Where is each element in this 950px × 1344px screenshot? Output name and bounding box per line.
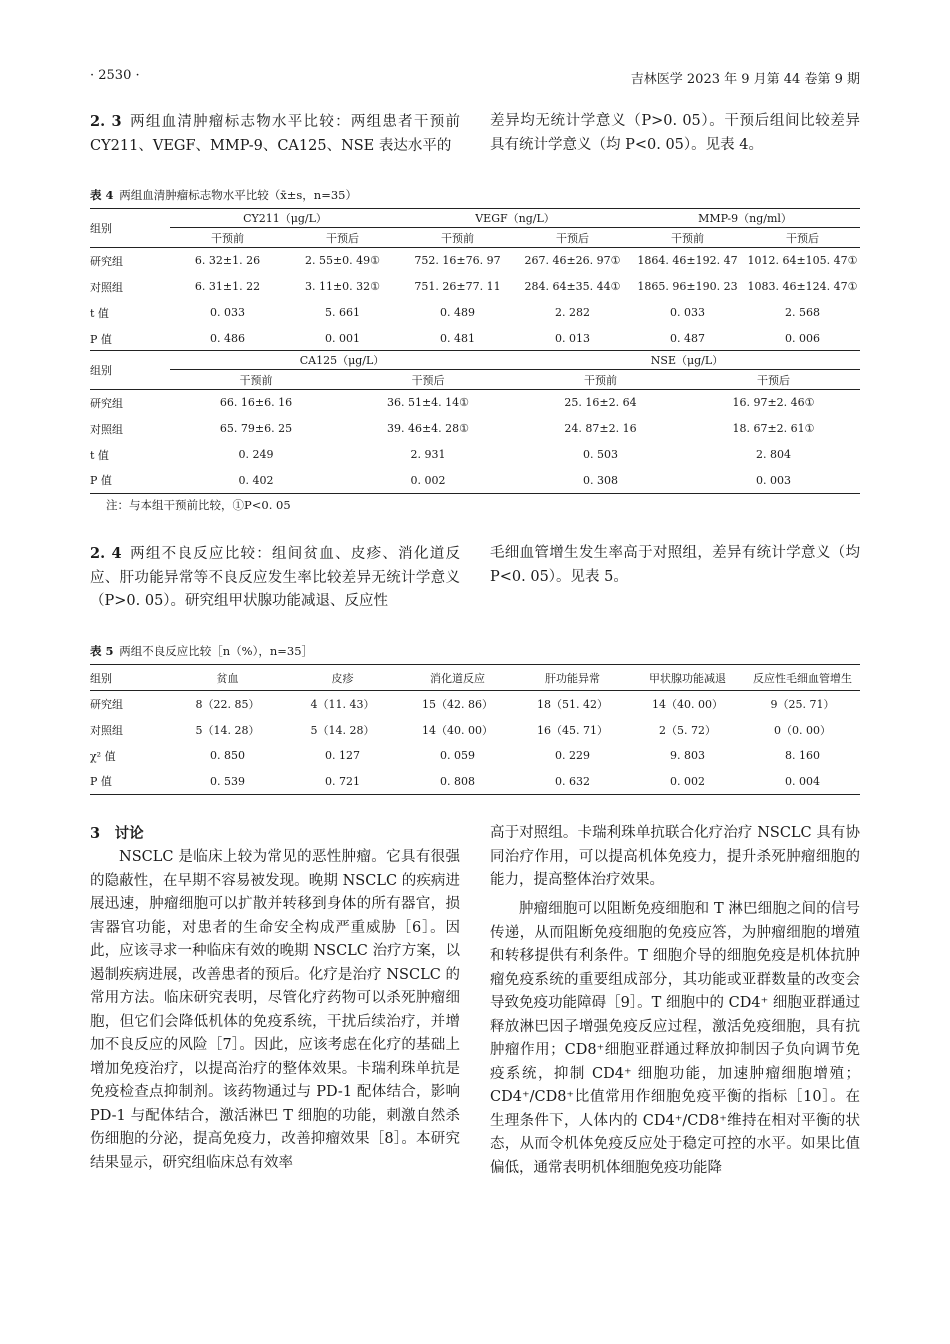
table4-part1 [90, 208, 860, 352]
table-cell: 0. 013 [555, 332, 590, 345]
section-3-heading: 3 讨论 [90, 825, 144, 842]
table4-caption-label: 表 4 [90, 188, 114, 202]
table-cell: P 值 [90, 775, 112, 789]
table-cell: 284. 64±35. 44① [524, 280, 621, 293]
table-cell: 0. 002 [670, 774, 705, 788]
table4-group-header: 组别 [90, 364, 112, 377]
table-cell: 3. 11±0. 32① [304, 280, 381, 293]
table-cell: 0. 229 [555, 749, 590, 762]
table-cell: 36. 51±4. 14① [386, 396, 470, 410]
journal-header: 吉林医学 2023 年 9 月第 44 卷第 9 期 [630, 72, 860, 87]
table-cell: 9. 803 [670, 749, 705, 762]
table4-sub-header: 干预前 [671, 231, 704, 245]
section-2-3-left [90, 110, 460, 158]
table5-header: 甲状腺功能减退 [649, 671, 726, 685]
table-cell: 0. 127 [325, 749, 360, 762]
table-cell: 0. 001 [325, 332, 360, 345]
table4-sub-header: 干预前 [211, 231, 244, 245]
table-cell: P 值 [90, 332, 112, 346]
table-cell: 0. 539 [210, 774, 245, 788]
table-cell: 对照组 [90, 422, 123, 436]
table4-sub-header: 干预前 [584, 373, 617, 387]
table-cell: 0. 059 [440, 749, 475, 762]
section-2-3-right: 差异均无统计学意义（P>0. 05）。干预后组间比较差异具有统计学意义（均 P<0. 05）。见表 4。 [490, 113, 860, 153]
table5-header: 贫血 [216, 671, 239, 685]
table-cell: 6. 31±1. 22 [194, 280, 261, 293]
table4-sub-header: 干预前 [239, 373, 273, 387]
table4-sub-header: 干预前 [441, 231, 474, 245]
table-cell: 研究组 [90, 254, 123, 268]
table-row [90, 769, 860, 795]
table-row [90, 274, 860, 300]
table-row [90, 691, 860, 717]
table4-caption [90, 187, 357, 203]
table4-marker-mmp9: MMP-9（ng/ml） [630, 209, 860, 228]
table-cell: 0. 850 [210, 749, 245, 762]
table-cell: 对照组 [90, 723, 123, 737]
table4-note: 注：与本组干预前比较，①P<0. 05 [106, 498, 291, 512]
table-row [90, 442, 860, 468]
table4-group-header: 组别 [90, 222, 112, 235]
table-cell: 0. 033 [210, 306, 245, 319]
section-3-right-paragraph-2: 肿瘤细胞可以阻断免疫细胞和 T 淋巴细胞之间的信号传递，从而阻断免疫细胞的免疫应答，为肿瘤细胞的增殖和转移提供有利条件。T 细胞介导的细胞免疫是机体抗肿瘤免疫系统的重要组成部分，其功能或亚群数量的改变会导致免疫功能障碍［9］。T 细胞中的 CD4⁺ 细胞亚群通过释放淋巴因子增强免疫反应过程，激活免疫细胞，具有抗肿瘤作用；CD8⁺细胞亚群通过释放抑制因子负向调节免疫系统，抑制 CD4⁺ 细胞功能，加速肿瘤细胞增殖；CD4⁺/CD8⁺比值常用作细胞免疫平衡的指标［10］。在生理条件下，人体内的 CD4⁺/CD8⁺维持在相对平衡的状态，从而令机体免疫反应处于稳定可控的水平。如果比值偏低，通常表明机体细胞免疫功能降 [490, 901, 860, 1176]
table-cell: 25. 16±2. 64 [564, 396, 637, 410]
table5-caption [90, 643, 313, 659]
table-row [90, 468, 860, 494]
table4-caption-text: 两组血清肿瘤标志物水平比较（x̄±s，n=35） [119, 188, 357, 202]
table-cell: 5. 661 [325, 306, 360, 319]
table-cell: P 值 [90, 474, 112, 488]
table-cell: t 值 [90, 306, 109, 320]
table-cell: 8. 160 [785, 749, 820, 762]
table-cell: 0. 006 [785, 332, 820, 345]
table-cell: 2. 282 [555, 306, 590, 319]
table-cell: 66. 16±6. 16 [219, 396, 293, 410]
table4-marker-vegf: VEGF（ng/L） [400, 209, 630, 228]
table-row [90, 416, 860, 442]
table4-marker-cy211: CY211（μg/L） [170, 209, 400, 228]
table4-sub-header: 干预后 [556, 231, 589, 245]
table-cell: 0. 003 [756, 473, 791, 487]
section-2-4-left [90, 542, 460, 614]
table4-marker-nse: NSE（μg/L） [514, 351, 860, 370]
table-cell: 2. 568 [785, 306, 820, 319]
table-cell: 1083. 46±124. 47① [747, 280, 858, 293]
table4-sub-header: 干预后 [757, 373, 790, 387]
table5 [90, 664, 860, 795]
table-cell: 4（11. 43） [310, 697, 375, 711]
table4-sub-header: 干预后 [786, 231, 819, 245]
table-cell: 0. 487 [670, 332, 705, 345]
table-cell: 2. 804 [756, 448, 791, 461]
table-cell: t 值 [90, 448, 109, 462]
table4-sub-header: 干预后 [411, 373, 445, 387]
table-cell: 39. 46±4. 28① [386, 422, 470, 435]
table5-header: 组别 [90, 671, 112, 685]
table-cell: 751. 26±77. 11 [414, 280, 501, 293]
section-2-4-right: 毛细血管增生发生率高于对照组，差异有统计学意义（均 P<0. 05）。见表 5。 [490, 545, 860, 585]
table-cell: 2. 55±0. 49① [304, 254, 381, 268]
table-cell: 0. 033 [670, 306, 705, 319]
table-cell: 14（40. 00） [422, 723, 493, 737]
table-row [90, 326, 860, 352]
table5-header: 肝功能异常 [545, 671, 600, 685]
table-cell: 研究组 [90, 697, 123, 711]
table4-part2 [90, 350, 860, 494]
table-cell: 研究组 [90, 396, 123, 410]
table-cell: 0. 308 [583, 473, 618, 487]
table-cell: 0. 632 [555, 774, 590, 788]
table-cell: 1012. 64±105. 47① [747, 254, 858, 268]
table-cell: 0. 402 [238, 473, 274, 487]
table5-header: 皮疹 [331, 671, 354, 685]
table-cell: 2. 931 [410, 448, 446, 461]
table-cell: 14（40. 00） [652, 697, 723, 711]
table-cell: 8（22. 85） [195, 697, 260, 711]
table-cell: 24. 87±2. 16 [564, 422, 637, 435]
table-cell: 2（5. 72） [659, 723, 716, 737]
table-cell: 15（42. 86） [422, 697, 493, 711]
table4-marker-ca125: CA125（μg/L） [170, 351, 514, 370]
table-cell: 16（45. 71） [537, 723, 608, 737]
table-row [90, 300, 860, 326]
table-row [90, 743, 860, 769]
section-2-4-text: 两组不良反应比较：组间贫血、皮疹、消化道反应、肝功能异常等不良反应发生率比较差异无统计学意义（P>0. 05）。研究组甲状腺功能减退、反应性 [90, 546, 460, 609]
table-cell: 0（0. 00） [774, 723, 831, 737]
page-number: · 2530 · [90, 68, 140, 83]
table-cell: 对照组 [90, 280, 123, 294]
table4-sub-header: 干预后 [326, 231, 359, 245]
table-cell: 0. 002 [410, 473, 446, 487]
table-cell: 0. 486 [210, 332, 245, 345]
table-row [90, 248, 860, 274]
section-2-3-text: 两组血清肿瘤标志物水平比较：两组患者干预前 CY211、VEGF、MMP-9、CA125、NSE 表达水平的 [90, 114, 460, 154]
table-cell: 267. 46±26. 97① [524, 254, 621, 268]
table-cell: 1865. 96±190. 23 [637, 280, 738, 293]
section-3-left-paragraph: NSCLC 是临床上较为常见的恶性肿瘤。它具有很强的隐蔽性，在早期不容易被发现。晚期 NSCLC 的疾病进展迅速，肿瘤细胞可以扩散并转移到身体的所有器官，损害器官功能，对患者的生命安全构成严重威胁［6］。因此，应该寻求一种临床有效的晚期 NSCLC 治疗方案，以遏制疾病进展，改善患者的预后。化疗是治疗 NSCLC 的常用方法。临床研究表明，尽管化疗药物可以杀死肿瘤细胞，但它们会降低机体的免疫系统，干扰后续治疗，并增加不良反应的风险［7］。因此，应该考虑在化疗的基础上增加免疫治疗，以提高治疗的整体效果。卡瑞利珠单抗是免疫检查点抑制剂。该药物通过与 PD-1 配体结合，影响 PD-1 与配体结合，激活淋巴 T 细胞的功能，刺激自然杀伤细胞的分泌，提高免疫力，改善抑瘤效果［8］。本研究结果显示，研究组临床总有效率 [90, 849, 460, 1171]
section-3-right-paragraph-1: 高于对照组。卡瑞利珠单抗联合化疗治疗 NSCLC 具有协同治疗作用，可以提高机体免疫力，提升杀死肿瘤细胞的能力，提高整体治疗效果。 [490, 825, 860, 888]
table5-caption-label: 表 5 [90, 644, 114, 658]
table-cell: 6. 32±1. 26 [194, 254, 261, 268]
table-cell: 0. 721 [325, 774, 360, 788]
table-cell: 5（14. 28） [310, 723, 375, 737]
table-cell: 18. 67±2. 61① [732, 422, 815, 435]
section-2-4-number: 2. 4 [90, 545, 122, 562]
table5-header: 消化道反应 [430, 671, 485, 685]
table-cell: 752. 16±76. 97 [414, 254, 501, 268]
table-cell: 65. 79±6. 25 [219, 422, 293, 435]
section-2-3-number: 2. 3 [90, 113, 122, 130]
table-cell: 9（25. 71） [770, 697, 835, 711]
table-cell: 0. 004 [785, 774, 820, 788]
table-cell: 0. 808 [440, 774, 475, 788]
table-cell: 5（14. 28） [195, 723, 260, 737]
table-cell: 0. 249 [238, 448, 274, 461]
table5-header: 反应性毛细血管增生 [753, 671, 852, 685]
table-row [90, 717, 860, 743]
table-cell: 1864. 46±192. 47 [637, 254, 738, 268]
table-cell: 0. 503 [583, 448, 618, 461]
table-cell: 16. 97±2. 46① [732, 396, 815, 410]
table-row [90, 390, 860, 416]
table-cell: χ² 值 [90, 749, 116, 763]
table-cell: 0. 489 [440, 306, 475, 319]
table-cell: 0. 481 [440, 332, 475, 345]
table5-caption-text: 两组不良反应比较［n（%），n=35］ [119, 644, 314, 658]
table-cell: 18（51. 42） [537, 697, 608, 711]
